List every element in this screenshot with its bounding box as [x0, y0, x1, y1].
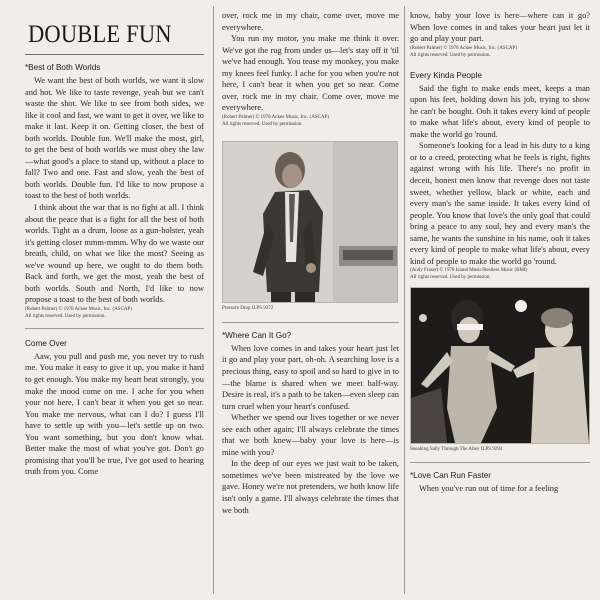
song-title: *Where Can It Go?	[222, 330, 292, 340]
lyric-paragraph: Whether we spend our lives together or we never see each other again; I'll always celebrate the times that we both knew—baby your love is here—is mine with you?	[222, 413, 399, 457]
song-title: *Best of Both Worlds	[25, 63, 101, 72]
rights-notice: All rights reserved. Used by permission.	[222, 121, 303, 127]
column-1	[25, 0, 204, 600]
column-divider	[213, 6, 214, 594]
album-photo-pressure-drop	[222, 141, 398, 303]
lyric-paragraph: Someone's looking for a lead in his duty to a king or to a creed, protecting what he feels is right, fights against wrong with his life. There's no profit in deceit, honest men know that revenge does not taste sweet, whether yellow, black or white, each and every man's the same inside. It takes every kind of people. You know that love's the only goal that could bring a peace to any soul, hey and every man's the same, he wants the sunshine in his name, ooh it takes every kind of people to make what life's about, every kind of people to make the world go 'round.	[410, 141, 590, 266]
section-divider	[222, 322, 399, 323]
column-divider	[404, 6, 405, 594]
lyric-paragraph: In the deep of our eyes we just wait to be taken, sometimes we've been mistreated by the love we gave. Honey we're not pretenders, we both know life isn't only a game. I'll always celebrate the times that we both	[222, 459, 399, 515]
title-underline	[25, 54, 204, 55]
song-title: *Love Can Run Faster	[410, 471, 492, 481]
section-divider	[410, 462, 590, 463]
column-2	[222, 0, 399, 600]
lyric-paragraph: over, rock me in my chair, come over, move me everywhere.	[222, 11, 399, 32]
photo-man-in-suit	[223, 142, 397, 302]
lyric-paragraph: know, baby your love is here—where can it go? When love comes in and takes your heart just let it go and play your part.	[410, 11, 590, 44]
song-credit: (Robert Palmer) © 1978 Ackee Music, Inc. (ASCAP)	[410, 45, 517, 51]
photo-caption: Pressure Drop ILPS 9372	[222, 305, 274, 311]
song-credit: (Robert Palmer) © 1978 Ackee Music, Inc. (ASCAP)	[222, 114, 329, 120]
lyric-paragraph: I think about the war that is no fight at all. I think about the peace that is a fight for all the best of both worlds. Tight as a drum, loose as a gun-holster, yeah it's getting closer mmm-mmm. Why do we waste our breath, child, on what we like the most? Seeing as we've wound up here, we ought to do them both. Back and forth, we get the most, yeah the best of both worlds. South and North, I'd like to now propose a toast to the best of both worlds.	[25, 203, 204, 305]
song-credit: (Robert Palmer) © 1978 Ackee Music, Inc. (ASCAP)	[25, 306, 132, 312]
rights-notice: All rights reserved. Used by permission.	[410, 52, 491, 58]
lyric-paragraph: When you've run out of time for a feeling	[419, 484, 559, 494]
lyric-paragraph: You run my motor, you make me think it over. We've got the rug from under us—let's stay off it 'til we've had enough. You tease my monkey, you make my knees feel funky. I ache for you when you're not here, I can't bear it when you get so near. Come over, rock me in my chair. Come over, move me everywhere.	[222, 34, 399, 113]
section-divider	[25, 328, 204, 329]
page-title: DOUBLE FUN	[28, 21, 172, 48]
rights-notice: All rights reserved. Used by permission.	[25, 313, 106, 319]
rights-notice: All rights reserved. Used by permission.	[410, 275, 491, 281]
lyric-paragraph: Said the fight to make ends meet, keeps a man upon his feet, holding down his job, trying to show he can't be bought. Ooh it takes every kind of people to make what life's about, every kind of people to make the world go 'round.	[410, 83, 590, 139]
lyric-paragraph: Aaw, you pull and push me, you never try to rush me. You make it easy to give it up, you make it hard to get enough. You make my heart beat strongly, you make the mood come on me. I ache for you when your not here, I can't bear it when you get so near. You make me nervous, what can I do? I guess I'll have to settle up with you—let's settle up on two. You want something, but you don't know what. Better make the most of what you've got. Don't go promising that you'll be true, I've got used to hearing truth from you. Come	[25, 351, 204, 477]
song-title: Every Kinda People	[410, 70, 482, 80]
photo-caption: Sneaking Sally Through The Alley ILPS 9294	[410, 447, 503, 453]
album-photo-sneaking-sally	[410, 287, 590, 444]
song-title: Come Over	[25, 338, 67, 348]
lyric-paragraph: When love comes in and takes your heart just let it go and play your part, oh-oh. A searching love is a precious thing, easy to spoil and so hard to give in to—the blame is shared when we meet half-way. Desire is real, it's a path to be taken—even sleep can turn cruel when your heart's confused.	[222, 343, 399, 411]
lyric-paragraph: We want the best of both worlds, we want it slow and hot. We like to taste revenge, yeah but we can't waste the shot. We like to see from both sides, we like it cool and fast, we want to get it over, we like to make it last. Keep it on. Getting closer, the best of both worlds. Double fun. We'll make the most, girl, to get the best of both worlds we must obey the law—what good's a place to stand up, without a place to fall? Two and one. Fast and slow, yeah the best of both worlds. Double fun. I'd like to now propose a toast to the best of both worlds.	[25, 76, 204, 201]
photo-party-scene	[411, 288, 589, 443]
song-credit: (Andy Fraser) © 1978 Island Music/Restless Music (BMI)	[410, 268, 528, 274]
column-3	[410, 0, 590, 600]
